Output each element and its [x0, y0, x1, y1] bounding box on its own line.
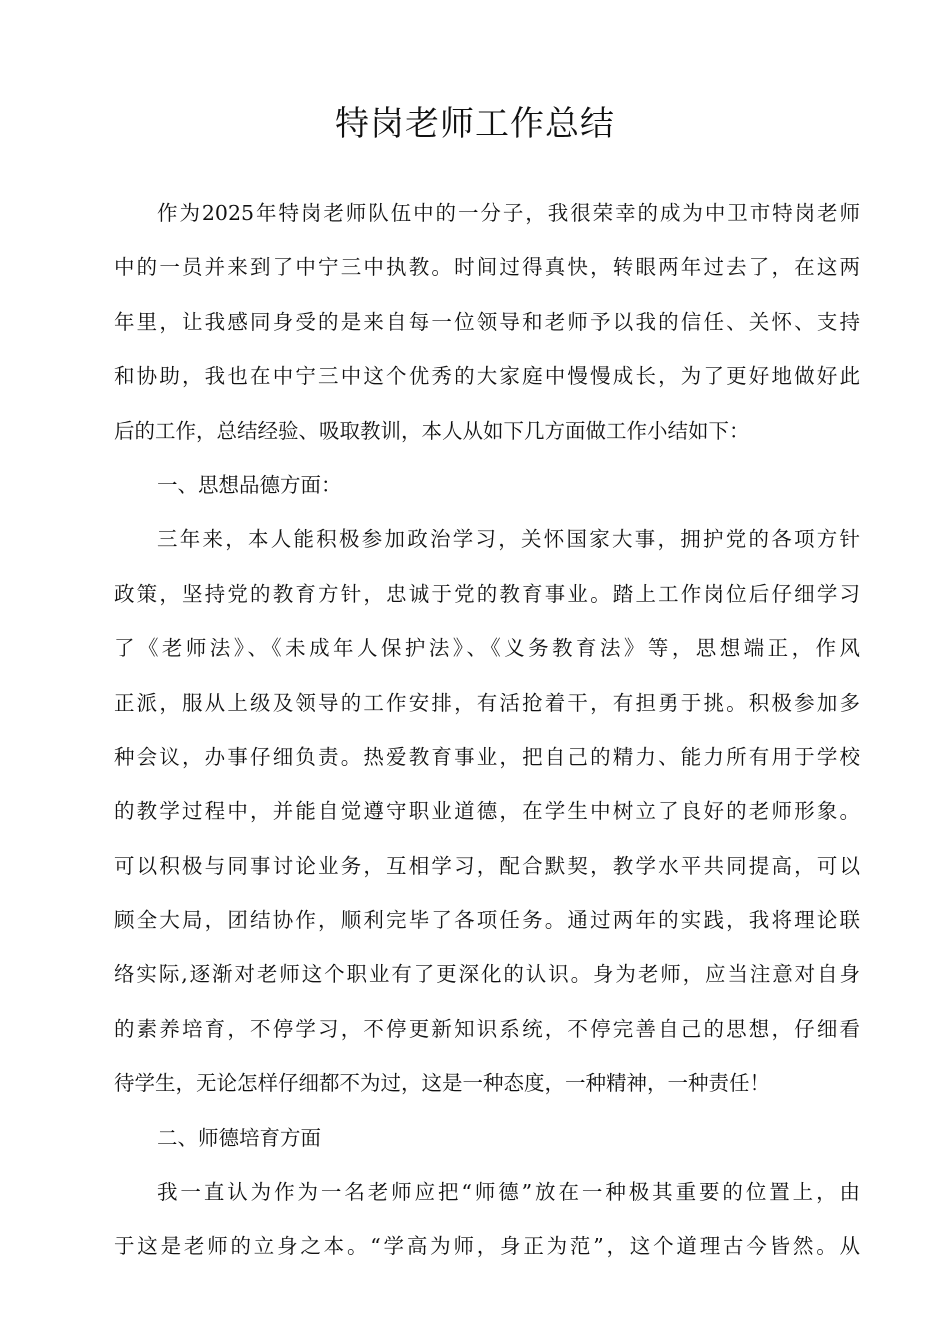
text-line: 种会议，办事仔细负责。热爱教育事业，把自己的精力、能力所有用于学校 — [114, 744, 860, 769]
text-line: 的教学过程中，并能自觉遵守职业道德，在学生中树立了良好的老师形象。 — [114, 799, 860, 824]
text-line: 二、师德培育方面 — [157, 1125, 321, 1150]
text-line: 和协助，我也在中宁三中这个优秀的大家庭中慢慢成长，为了更好地做好此 — [114, 364, 860, 389]
text-line: 可以积极与同事讨论业务，互相学习，配合默契，教学水平共同提高，可以 — [114, 853, 860, 878]
text-line: 了《老师法》、《未成年人保护法》、《义务教育法》等，思想端正，作风 — [114, 636, 860, 661]
text-line: 一、思想品德方面： — [157, 472, 342, 497]
text-line: 年里，让我感同身受的是来自每一位领导和老师予以我的信任、关怀、支持 — [114, 309, 860, 334]
text-line: 中的一员并来到了中宁三中执教。时间过得真快，转眼两年过去了，在这两 — [114, 255, 860, 280]
text-line: 作为2025年特岗老师队伍中的一分子，我很荣幸的成为中卫市特岗老师 — [157, 201, 860, 225]
document-body — [114, 186, 860, 1274]
text-line: 三年来，本人能积极参加政治学习，关怀国家大事，拥护党的各项方针 — [157, 527, 860, 552]
text-line: 的素养培育，不停学习，不停更新知识系统，不停完善自己的思想，仔细看 — [114, 1016, 860, 1041]
text-line: 待学生，无论怎样仔细都不为过，这是一种态度，一种精神，一种责任！ — [114, 1071, 770, 1096]
text-line: 顾全大局，团结协作，顺利完毕了各项任务。通过两年的实践，我将理论联 — [114, 908, 860, 933]
text-line: 络实际,逐渐对老师这个职业有了更深化的认识。身为老师，应当注意对自身 — [114, 962, 860, 987]
text-line: 正派，服从上级及领导的工作安排，有活抢着干，有担勇于挑。积极参加多 — [114, 690, 860, 715]
document-title: 特岗老师工作总结 — [335, 104, 615, 144]
text-line: 我一直认为作为一名老师应把“师德”放在一种极其重要的位置上，由 — [157, 1180, 860, 1205]
text-line: 政策，坚持党的教育方针，忠诚于党的教育事业。踏上工作岗位后仔细学习 — [114, 581, 860, 606]
text-line: 于这是老师的立身之本。“学高为师，身正为范”，这个道理古今皆然。从 — [114, 1234, 860, 1259]
text-line: 后的工作，总结经验、吸取教训，本人从如下几方面做工作小结如下： — [114, 418, 750, 443]
